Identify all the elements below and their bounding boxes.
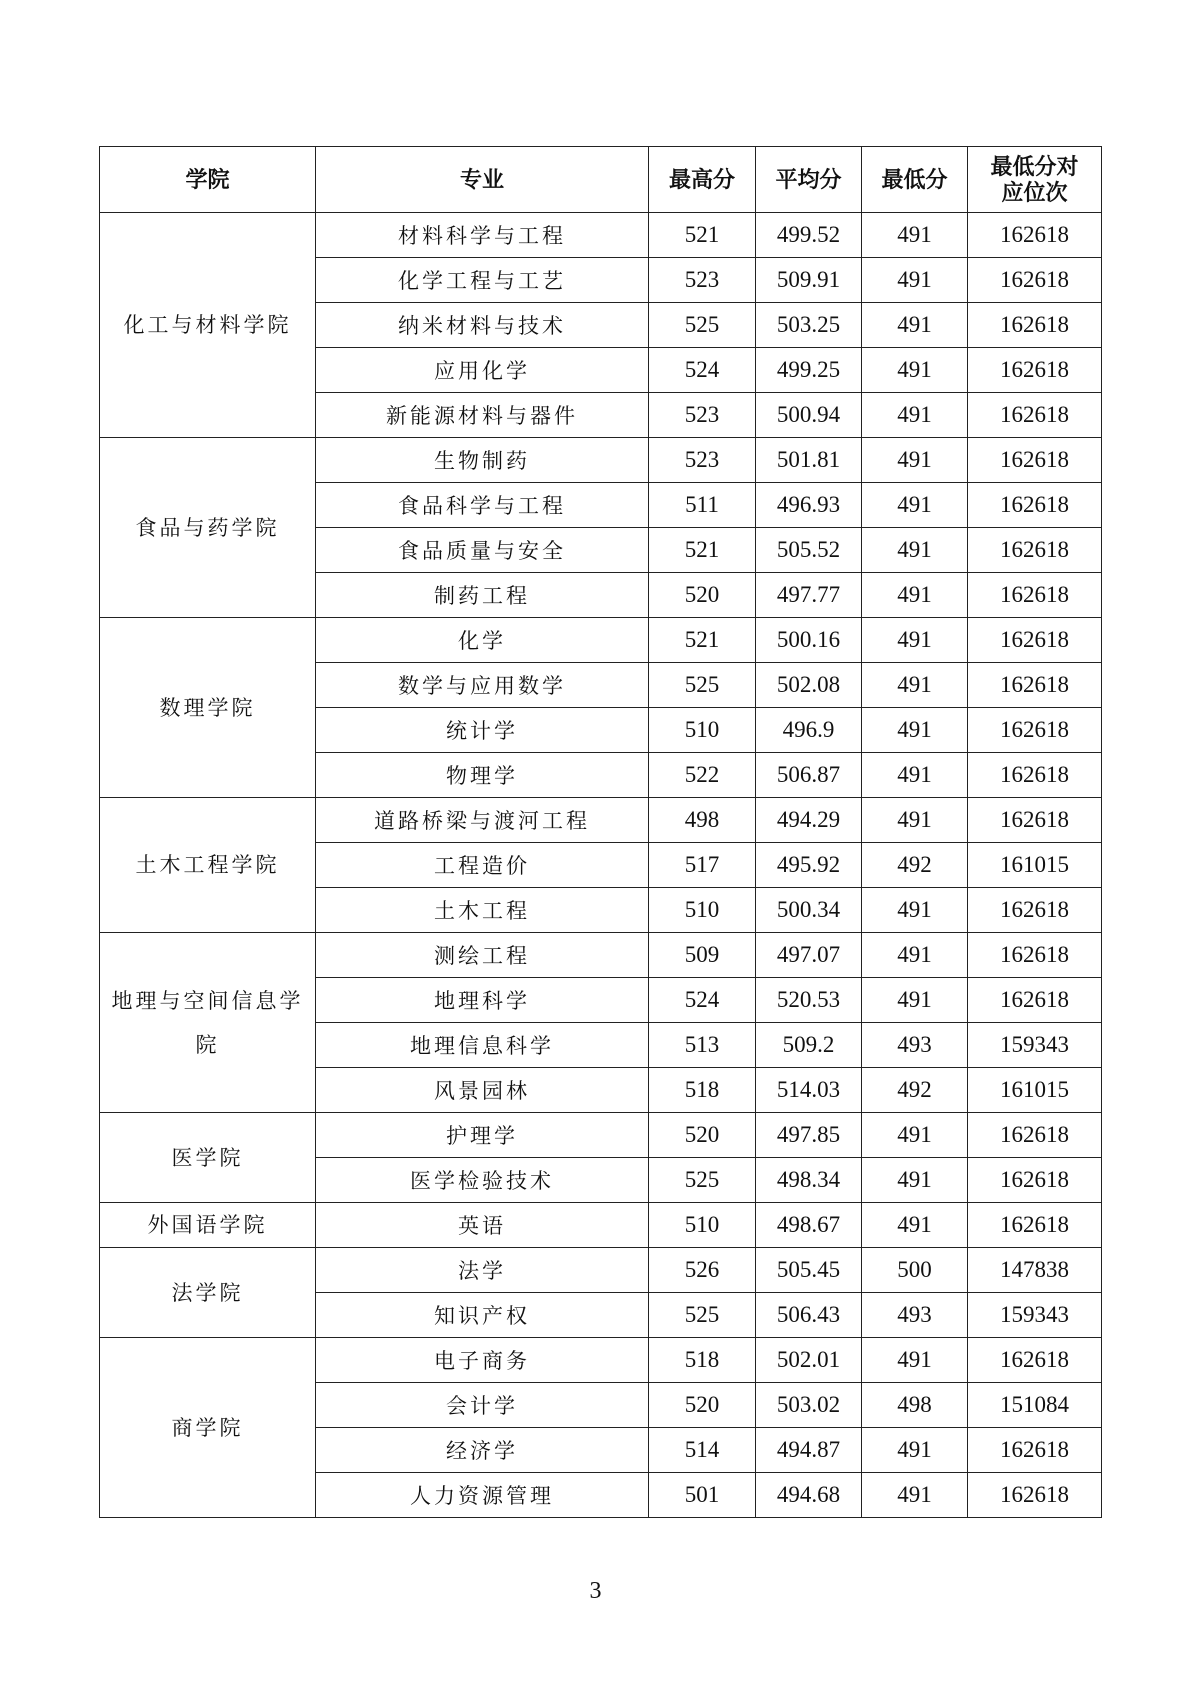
max-score-cell: 525: [649, 303, 756, 348]
table-row: [100, 1203, 1102, 1248]
avg-score-cell: 509.91: [756, 258, 862, 303]
max-score-cell: 517: [649, 843, 756, 888]
avg-score-cell: 498.67: [756, 1203, 862, 1248]
min-score-cell: 491: [862, 978, 968, 1023]
major-cell: 材料科学与工程: [316, 213, 649, 258]
avg-score-cell: 500.16: [756, 618, 862, 663]
min-score-cell: 491: [862, 1113, 968, 1158]
min-score-cell: 491: [862, 933, 968, 978]
column-header: 专业: [316, 147, 649, 213]
major-cell: 电子商务: [316, 1338, 649, 1383]
max-score-cell: 525: [649, 1158, 756, 1203]
rank-cell: 162618: [968, 978, 1102, 1023]
min-score-cell: 491: [862, 663, 968, 708]
rank-cell: 159343: [968, 1293, 1102, 1338]
column-header: 平均分: [756, 147, 862, 213]
max-score-cell: 524: [649, 348, 756, 393]
major-cell: 英语: [316, 1203, 649, 1248]
min-score-cell: 491: [862, 573, 968, 618]
avg-score-cell: 502.08: [756, 663, 862, 708]
avg-score-cell: 502.01: [756, 1338, 862, 1383]
college-cell: 外国语学院: [100, 1203, 316, 1248]
rank-cell: 162618: [968, 573, 1102, 618]
major-cell: 化学: [316, 618, 649, 663]
rank-cell: 162618: [968, 753, 1102, 798]
max-score-cell: 501: [649, 1473, 756, 1518]
min-score-cell: 491: [862, 213, 968, 258]
major-cell: 化学工程与工艺: [316, 258, 649, 303]
major-cell: 食品质量与安全: [316, 528, 649, 573]
major-cell: 会计学: [316, 1383, 649, 1428]
min-score-cell: 491: [862, 753, 968, 798]
rank-cell: 162618: [968, 438, 1102, 483]
max-score-cell: 522: [649, 753, 756, 798]
avg-score-cell: 500.34: [756, 888, 862, 933]
table-row: [100, 798, 1102, 843]
min-score-cell: 493: [862, 1293, 968, 1338]
admission-scores-table: [99, 146, 1102, 1518]
avg-score-cell: 520.53: [756, 978, 862, 1023]
max-score-cell: 525: [649, 663, 756, 708]
min-score-cell: 491: [862, 1203, 968, 1248]
rank-cell: 162618: [968, 933, 1102, 978]
college-cell: 医学院: [100, 1113, 316, 1203]
avg-score-cell: 506.43: [756, 1293, 862, 1338]
column-header: 最低分对应位次: [968, 147, 1102, 213]
major-cell: 物理学: [316, 753, 649, 798]
avg-score-cell: 505.52: [756, 528, 862, 573]
min-score-cell: 491: [862, 258, 968, 303]
rank-cell: 162618: [968, 1158, 1102, 1203]
rank-cell: 162618: [968, 348, 1102, 393]
major-cell: 法学: [316, 1248, 649, 1293]
min-score-cell: 491: [862, 438, 968, 483]
college-cell: 食品与药学院: [100, 438, 316, 618]
max-score-cell: 520: [649, 1113, 756, 1158]
avg-score-cell: 494.87: [756, 1428, 862, 1473]
avg-score-cell: 497.85: [756, 1113, 862, 1158]
min-score-cell: 492: [862, 843, 968, 888]
major-cell: 测绘工程: [316, 933, 649, 978]
major-cell: 道路桥梁与渡河工程: [316, 798, 649, 843]
min-score-cell: 491: [862, 1428, 968, 1473]
max-score-cell: 521: [649, 528, 756, 573]
max-score-cell: 523: [649, 438, 756, 483]
max-score-cell: 510: [649, 1203, 756, 1248]
min-score-cell: 491: [862, 528, 968, 573]
table-row: [100, 933, 1102, 978]
max-score-cell: 514: [649, 1428, 756, 1473]
min-score-cell: 491: [862, 483, 968, 528]
major-cell: 医学检验技术: [316, 1158, 649, 1203]
major-cell: 数学与应用数学: [316, 663, 649, 708]
major-cell: 应用化学: [316, 348, 649, 393]
college-cell: 数理学院: [100, 618, 316, 798]
rank-cell: 161015: [968, 1068, 1102, 1113]
table-row: [100, 438, 1102, 483]
rank-cell: 162618: [968, 888, 1102, 933]
major-cell: 纳米材料与技术: [316, 303, 649, 348]
min-score-cell: 491: [862, 708, 968, 753]
min-score-cell: 491: [862, 1338, 968, 1383]
avg-score-cell: 497.77: [756, 573, 862, 618]
max-score-cell: 513: [649, 1023, 756, 1068]
rank-cell: 162618: [968, 213, 1102, 258]
max-score-cell: 521: [649, 213, 756, 258]
max-score-cell: 518: [649, 1068, 756, 1113]
min-score-cell: 491: [862, 618, 968, 663]
min-score-cell: 491: [862, 798, 968, 843]
rank-cell: 162618: [968, 1473, 1102, 1518]
major-cell: 制药工程: [316, 573, 649, 618]
max-score-cell: 523: [649, 393, 756, 438]
avg-score-cell: 500.94: [756, 393, 862, 438]
major-cell: 土木工程: [316, 888, 649, 933]
column-header: 学院: [100, 147, 316, 213]
max-score-cell: 510: [649, 708, 756, 753]
rank-cell: 147838: [968, 1248, 1102, 1293]
college-cell: 地理与空间信息学院: [100, 933, 316, 1113]
max-score-cell: 510: [649, 888, 756, 933]
max-score-cell: 520: [649, 573, 756, 618]
max-score-cell: 498: [649, 798, 756, 843]
max-score-cell: 518: [649, 1338, 756, 1383]
rank-cell: 162618: [968, 663, 1102, 708]
max-score-cell: 525: [649, 1293, 756, 1338]
max-score-cell: 523: [649, 258, 756, 303]
major-cell: 地理科学: [316, 978, 649, 1023]
major-cell: 工程造价: [316, 843, 649, 888]
major-cell: 生物制药: [316, 438, 649, 483]
min-score-cell: 493: [862, 1023, 968, 1068]
major-cell: 护理学: [316, 1113, 649, 1158]
column-header: 最低分: [862, 147, 968, 213]
college-cell: 土木工程学院: [100, 798, 316, 933]
max-score-cell: 524: [649, 978, 756, 1023]
college-cell: 法学院: [100, 1248, 316, 1338]
rank-cell: 162618: [968, 1203, 1102, 1248]
table-row: [100, 1248, 1102, 1293]
major-cell: 人力资源管理: [316, 1473, 649, 1518]
rank-cell: 151084: [968, 1383, 1102, 1428]
avg-score-cell: 498.34: [756, 1158, 862, 1203]
max-score-cell: 511: [649, 483, 756, 528]
avg-score-cell: 495.92: [756, 843, 862, 888]
rank-cell: 159343: [968, 1023, 1102, 1068]
rank-cell: 162618: [968, 708, 1102, 753]
major-cell: 统计学: [316, 708, 649, 753]
min-score-cell: 500: [862, 1248, 968, 1293]
college-cell: 化工与材料学院: [100, 213, 316, 438]
avg-score-cell: 499.52: [756, 213, 862, 258]
avg-score-cell: 494.68: [756, 1473, 862, 1518]
avg-score-cell: 501.81: [756, 438, 862, 483]
rank-cell: 162618: [968, 798, 1102, 843]
rank-cell: 162618: [968, 303, 1102, 348]
max-score-cell: 521: [649, 618, 756, 663]
major-cell: 地理信息科学: [316, 1023, 649, 1068]
college-cell: 商学院: [100, 1338, 316, 1518]
avg-score-cell: 503.25: [756, 303, 862, 348]
rank-cell: 162618: [968, 483, 1102, 528]
column-header: 最高分: [649, 147, 756, 213]
major-cell: 食品科学与工程: [316, 483, 649, 528]
min-score-cell: 491: [862, 888, 968, 933]
rank-cell: 162618: [968, 1338, 1102, 1383]
rank-cell: 162618: [968, 1428, 1102, 1473]
major-cell: 风景园林: [316, 1068, 649, 1113]
rank-cell: 161015: [968, 843, 1102, 888]
min-score-cell: 491: [862, 1473, 968, 1518]
table-row: [100, 1113, 1102, 1158]
avg-score-cell: 514.03: [756, 1068, 862, 1113]
avg-score-cell: 494.29: [756, 798, 862, 843]
avg-score-cell: 496.9: [756, 708, 862, 753]
rank-cell: 162618: [968, 618, 1102, 663]
avg-score-cell: 506.87: [756, 753, 862, 798]
rank-cell: 162618: [968, 1113, 1102, 1158]
min-score-cell: 498: [862, 1383, 968, 1428]
rank-cell: 162618: [968, 393, 1102, 438]
min-score-cell: 491: [862, 348, 968, 393]
rank-cell: 162618: [968, 528, 1102, 573]
max-score-cell: 520: [649, 1383, 756, 1428]
major-cell: 新能源材料与器件: [316, 393, 649, 438]
avg-score-cell: 499.25: [756, 348, 862, 393]
table-row: [100, 1338, 1102, 1383]
min-score-cell: 491: [862, 303, 968, 348]
major-cell: 知识产权: [316, 1293, 649, 1338]
avg-score-cell: 505.45: [756, 1248, 862, 1293]
rank-cell: 162618: [968, 258, 1102, 303]
page-number: 3: [589, 1578, 602, 1604]
min-score-cell: 491: [862, 393, 968, 438]
avg-score-cell: 496.93: [756, 483, 862, 528]
max-score-cell: 526: [649, 1248, 756, 1293]
avg-score-cell: 509.2: [756, 1023, 862, 1068]
max-score-cell: 509: [649, 933, 756, 978]
min-score-cell: 491: [862, 1158, 968, 1203]
min-score-cell: 492: [862, 1068, 968, 1113]
avg-score-cell: 497.07: [756, 933, 862, 978]
table-row: [100, 213, 1102, 258]
table-header-row: [100, 147, 1102, 213]
table-body: [100, 213, 1102, 1518]
avg-score-cell: 503.02: [756, 1383, 862, 1428]
table-row: [100, 618, 1102, 663]
major-cell: 经济学: [316, 1428, 649, 1473]
